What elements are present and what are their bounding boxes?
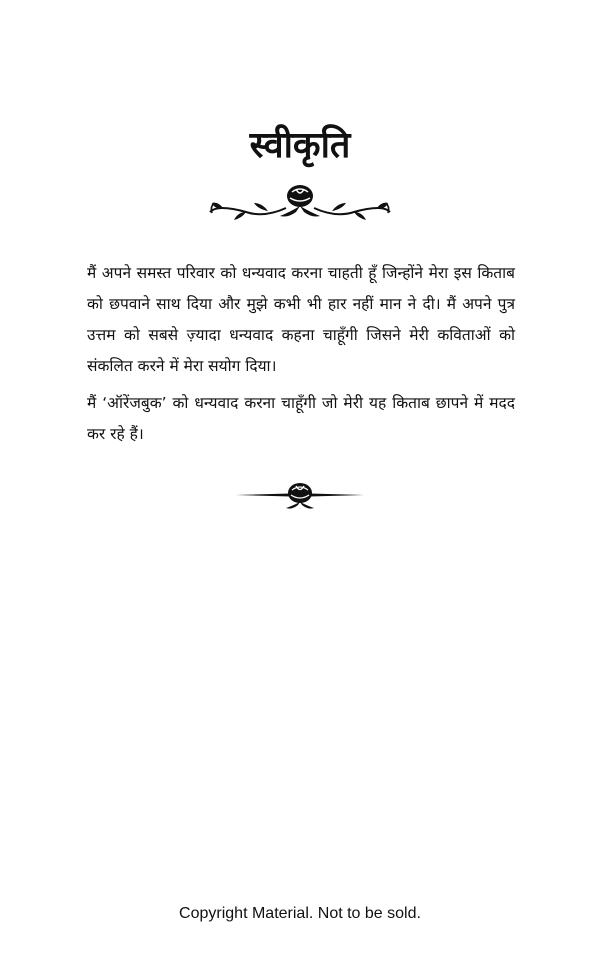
page-title: स्वीकृति [249,124,351,166]
acknowledgement-text [87,258,515,456]
copyright-footer: Copyright Material. Not to be sold. [179,905,421,922]
rose-divider-icon [234,478,366,512]
paragraph: मैं ‘ऑरेंजबुक’ को धन्यवाद करना चाहूँगी जो मेरी यह किताब छापने में मदद कर रहे हैं। [87,394,515,443]
paragraph: मैं अपने समस्त परिवार को धन्यवाद करना चाहती हूँ जिन्होंने मेरा इस किताब को छपवाने साथ दिया और मुझे कभी भी हार नहीं मान ने दी। मैं अपने पुत्र उत्तम को सबसे ज़्यादा धन्यवाद कहना चाहूँगी जिसने मेरी कविताओं को संकलित करने में मेरा सयोग दिया। [87,264,515,375]
rose-flourish-icon [208,180,392,224]
